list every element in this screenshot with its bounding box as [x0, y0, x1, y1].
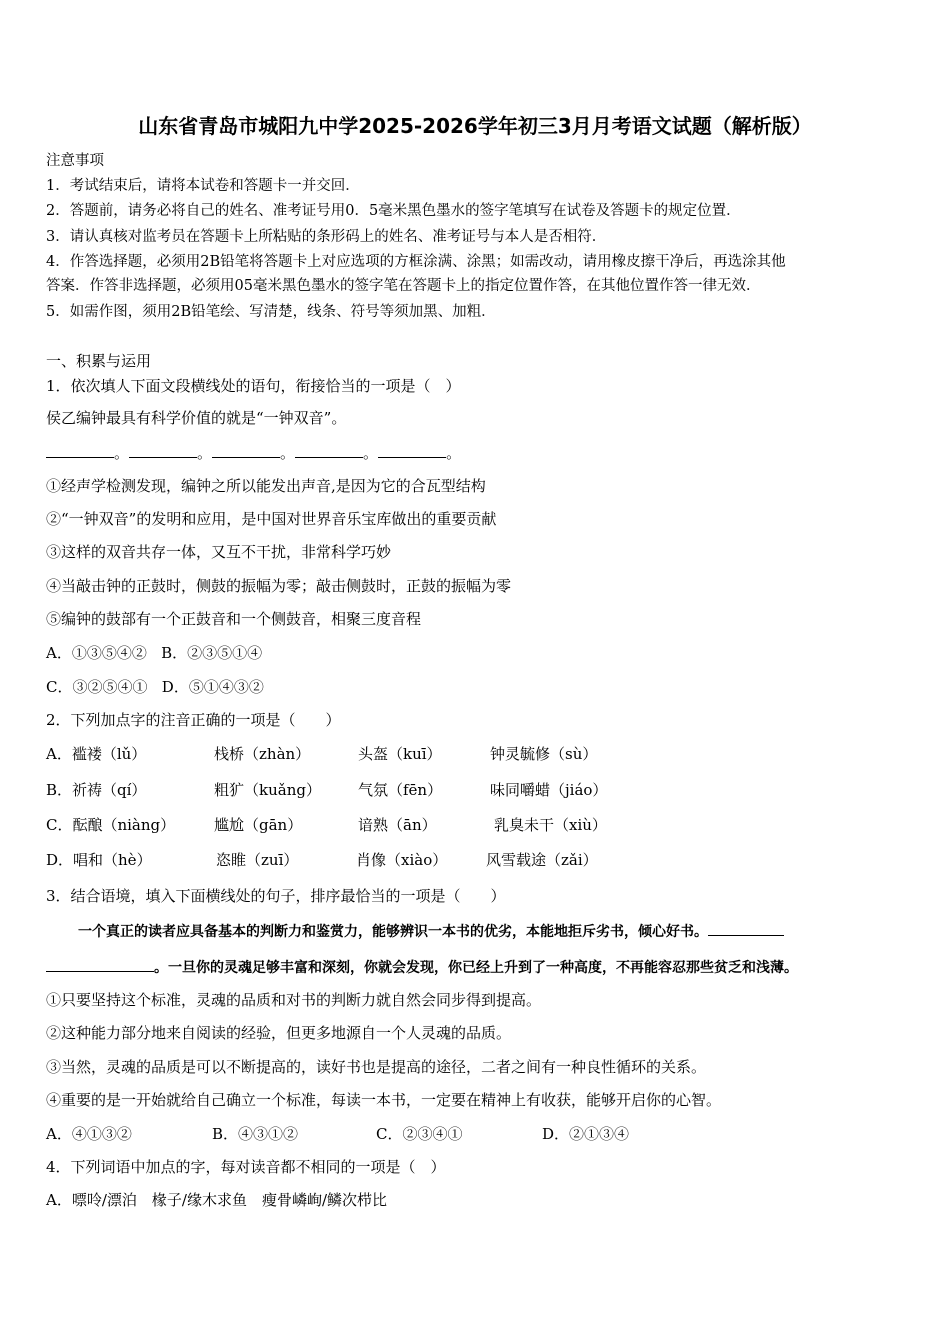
question-4-stem: 4．下列词语中加点的字，每对读音都不相同的一项是（ ） [46, 1158, 446, 1176]
option-b: B．④③①② [212, 1125, 299, 1143]
sentence-item: ②“一钟双音”的发明和应用，是中国对世界音乐宝库做出的重要贡献 [46, 510, 497, 528]
answer-blanks: 。 。 。 。 。 [46, 443, 461, 463]
option-word: 乳臭未干（xiù） [494, 816, 607, 834]
option-a: A．嘌呤/漂泊 椽子/缘木求鱼 瘦骨嶙峋/鳞次栉比 [46, 1191, 387, 1209]
option-b: B．祈祷（qí） [46, 781, 147, 799]
passage-line: 。一旦你的灵魂足够丰富和深刻，你就会发现，你已经上升到了一种高度，不再能容忍那些贫乏和浅薄。 [46, 957, 798, 978]
question-1-stem: 1．依次填人下面文段横线处的语句，衔接恰当的一项是（ ） [46, 377, 461, 395]
option-a: A．①③⑤④② [46, 644, 147, 662]
sentence-item: ③这样的双音共存一体，又互不干扰，非常科学巧妙 [46, 543, 392, 561]
blank [129, 443, 197, 458]
option-word: 尴尬（gān） [214, 816, 303, 834]
option-word: 肖像（xiào） [356, 851, 448, 869]
notice-item: 1．考试结束后，请将本试卷和答题卡一并交回． [46, 178, 360, 194]
sentence-item: ④重要的是一开始就给自己确立一个标准，每读一本书，一定要在精神上有收获，能够开启你的心智。 [46, 1091, 722, 1109]
option-word: 风雪载途（zǎi） [486, 851, 598, 869]
option-d: D．②①③④ [542, 1125, 630, 1143]
option-word: 钟灵毓修（sù） [490, 745, 598, 763]
blank [378, 443, 446, 458]
sentence-item: ⑤编钟的鼓部有一个正鼓音和一个侧鼓音，相聚三度音程 [46, 610, 422, 628]
option-word: 头盔（kuī） [358, 745, 442, 763]
option-c: C．②③④① [376, 1125, 463, 1143]
notice-item: 5．如需作图，须用2B铅笔绘、写清楚，线条、符号等须加黑、加粗． [46, 304, 496, 320]
notice-heading: 注意事项 [46, 153, 104, 169]
notice-item: 答案．作答非选择题，必须用05毫米黑色墨水的签字笔在答题卡上的指定位置作答，在其他位置作答一律无效． [46, 278, 761, 294]
option-word: 栈桥（zhàn） [214, 745, 311, 763]
option-c: C．③②⑤④① [46, 678, 148, 696]
option-c: C．酝酿（niàng） [46, 816, 176, 834]
blank [295, 443, 363, 458]
blank [46, 957, 154, 972]
option-word: 恣睢（zuī） [216, 851, 299, 869]
blank [46, 443, 114, 458]
option-word: 谙熟（ān） [358, 816, 437, 834]
option-row [46, 677, 264, 697]
sentence-item: ③当然，灵魂的品质是可以不断提高的，读好书也是提高的途径，二者之间有一种良性循环的关系。 [46, 1058, 707, 1076]
section-heading: 一、积累与运用 [46, 352, 152, 370]
option-row [46, 643, 262, 663]
question-3-stem: 3．结合语境，填入下面横线处的句子，排序最恰当的一项是（ ） [46, 887, 506, 905]
notice-item: 3．请认真核对监考员在答题卡上所粘贴的条形码上的姓名、准考证号与本人是否相符． [46, 229, 607, 245]
option-word: 气氛（fēn） [358, 781, 443, 799]
sentence-item: ④当敲击钟的正鼓时，侧鼓的振幅为零；敲击侧鼓时，正鼓的振幅为零 [46, 577, 512, 595]
option-word: 味同嚼蜡（jiáo） [490, 781, 608, 799]
blank [212, 443, 280, 458]
page-title: 山东省青岛市城阳九中学2025-2026学年初三3月月考语文试题（解析版） [138, 114, 812, 138]
passage-line: 一个真正的读者应具备基本的判断力和鉴赏力，能够辨识一本书的优劣，本能地拒斥劣书，倾心好书。 [78, 921, 784, 942]
option-d: D．⑤①④③② [161, 678, 264, 696]
option-word: 粗犷（kuǎng） [214, 781, 321, 799]
option-d: D．唱和（hè） [46, 851, 152, 869]
option-b: B．②③⑤①④ [161, 644, 263, 662]
question-1-intro: 侯乙编钟最具有科学价值的就是“一钟双音”。 [46, 409, 347, 427]
blank [708, 921, 784, 936]
option-a: A．④①③② [46, 1125, 132, 1143]
sentence-item: ②这种能力部分地来自阅读的经验，但更多地源自一个人灵魂的品质。 [46, 1024, 512, 1042]
sentence-item: ①只要坚持这个标准，灵魂的品质和对书的判断力就自然会同步得到提高。 [46, 991, 542, 1009]
notice-item: 2．答题前，请务必将自己的姓名、准考证号用0．5毫米黑色墨水的签字笔填写在试卷及答题卡的规定位置． [46, 203, 741, 219]
notice-item: 4．作答选择题，必须用2B铅笔将答题卡上对应选项的方框涂满、涂黑；如需改动，请用橡皮擦干净后，再选涂其他 [46, 254, 786, 270]
question-2-stem: 2．下列加点字的注音正确的一项是（ ） [46, 711, 341, 729]
option-a: A．褴褛（lǔ） [46, 745, 147, 763]
sentence-item: ①经声学检测发现，编钟之所以能发出声音,是因为它的合瓦型结构 [46, 477, 486, 495]
